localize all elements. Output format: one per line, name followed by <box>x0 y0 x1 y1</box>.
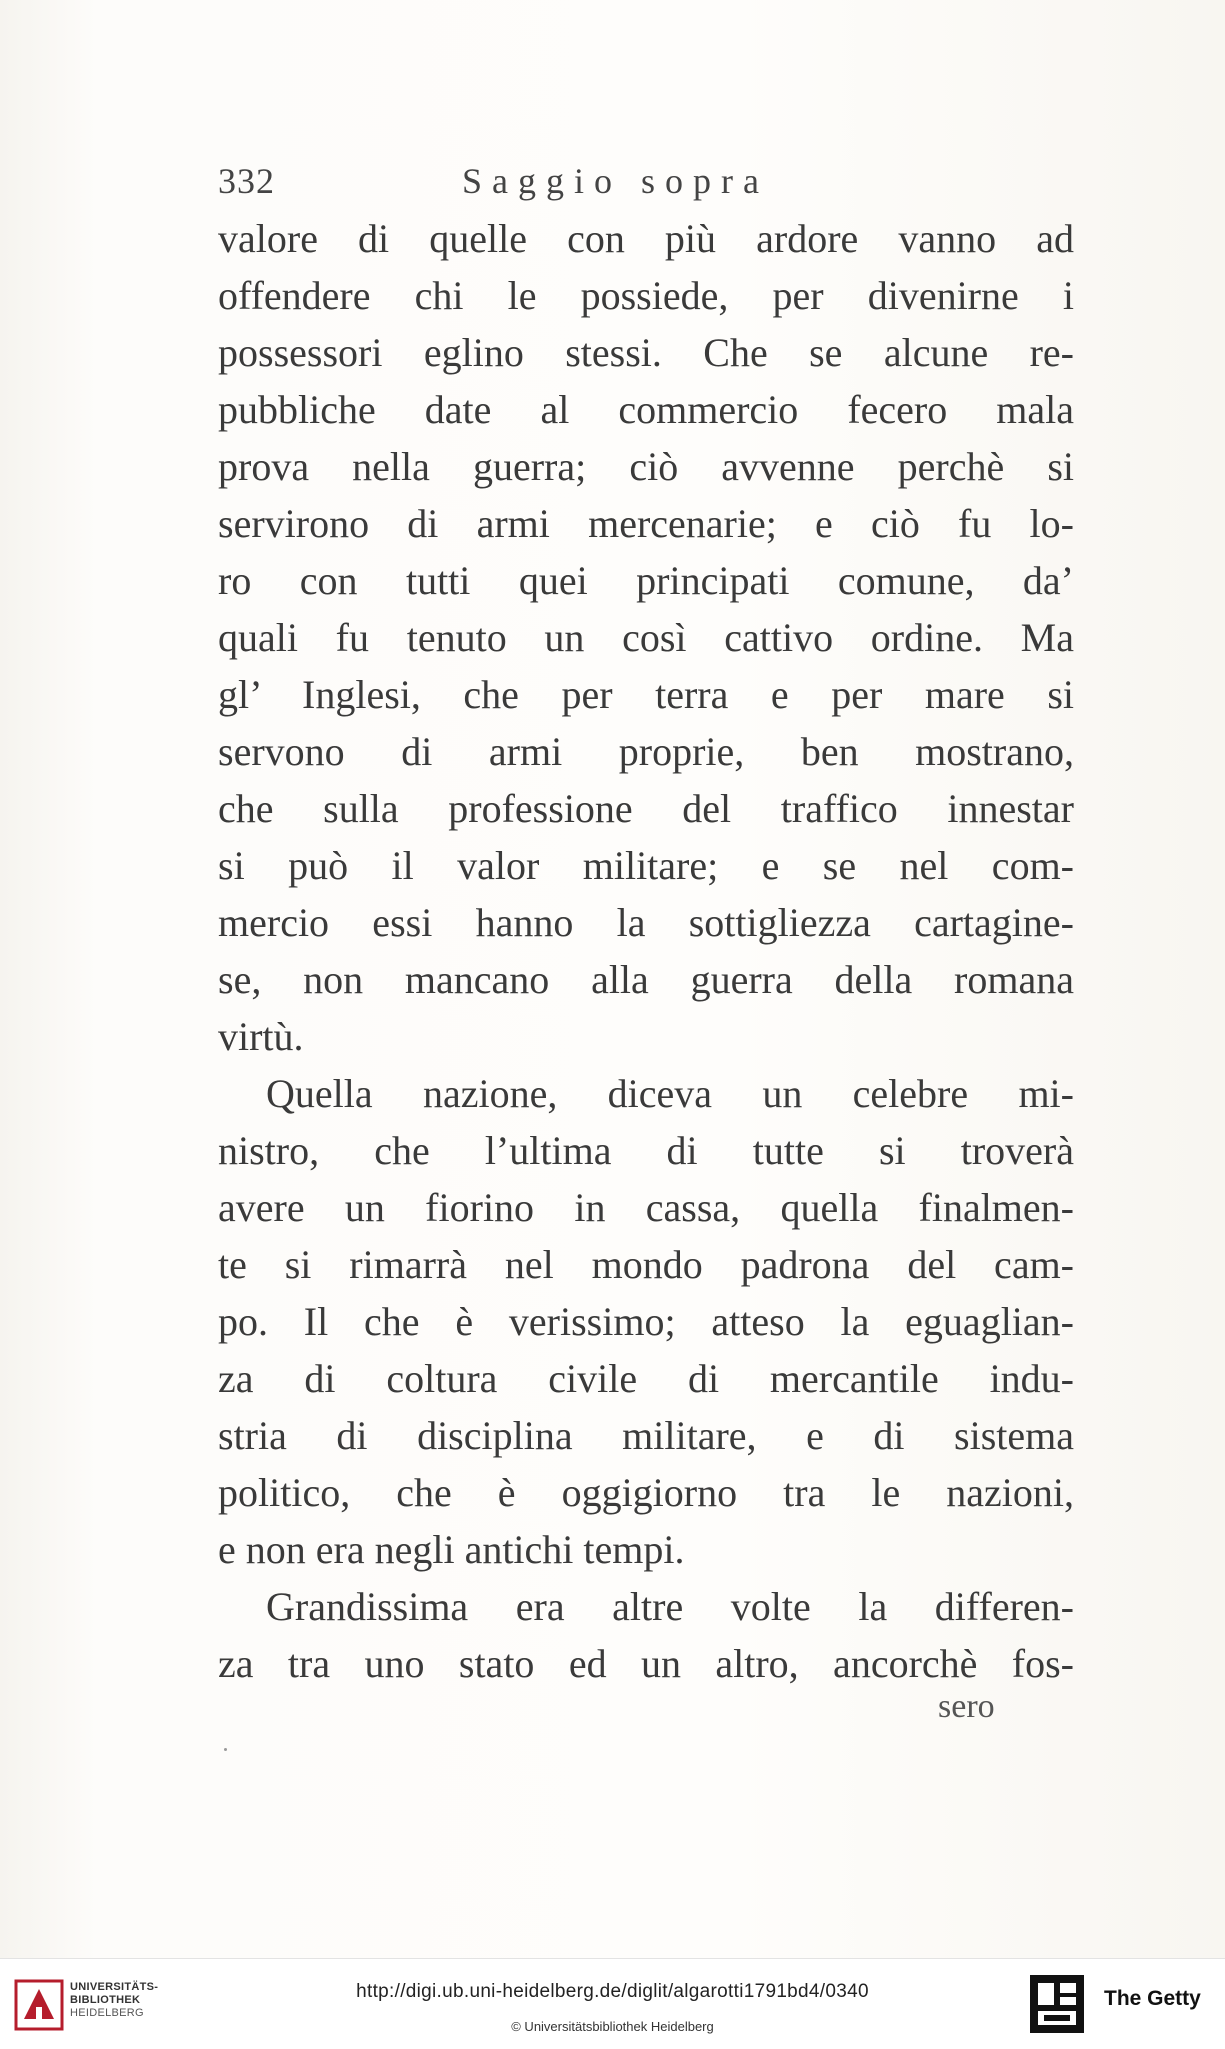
text-line: stria di disciplina militare, e di sistema <box>218 1413 1074 1458</box>
body-text <box>218 210 1074 1692</box>
text-line: valore di quelle con più ardore vanno ad <box>218 216 1074 261</box>
text-line: servono di armi proprie, ben mostrano, <box>218 729 1074 774</box>
text-line: te si rimarrà nel mondo padrona del cam- <box>218 1242 1074 1287</box>
text-line: pubbliche date al commercio fecero mala <box>218 387 1074 432</box>
text-line: gl’ Inglesi, che per terra e per mare si <box>218 672 1074 717</box>
partner-name: The Getty <box>1104 1987 1201 2010</box>
text-line: nistro, che l’ultima di tutte si troverà <box>218 1128 1074 1173</box>
getty-logo-icon <box>1030 1975 1084 2033</box>
text-line: po. Il che è verissimo; atteso la eguaglian- <box>218 1299 1074 1344</box>
ink-speck <box>224 1748 227 1751</box>
text-line: se, non mancano alla guerra della romana <box>218 957 1074 1002</box>
text-line: offendere chi le possiede, per divenirne i <box>218 273 1074 318</box>
text-line: possessori eglino stessi. Che se alcune re- <box>218 330 1074 375</box>
library-name-line: HEIDELBERG <box>70 2007 144 2019</box>
text-line: prova nella guerra; ciò avvenne perchè si <box>218 444 1074 489</box>
catchword: sero <box>938 1688 995 1725</box>
text-line: mercio essi hanno la sottigliezza cartagine- <box>218 900 1074 945</box>
text-line: politico, che è oggigiorno tra le nazioni, <box>218 1470 1074 1515</box>
running-title: Saggio sopra <box>462 161 769 201</box>
text-line: e non era negli antichi tempi. <box>218 1527 685 1572</box>
text-line: si può il valor militare; e se nel com- <box>218 843 1074 888</box>
text-line: Quella nazione, diceva un celebre mi- <box>266 1071 1074 1116</box>
permalink-url[interactable]: http://digi.ub.uni-heidelberg.de/diglit/algarotti1791bd4/0340 <box>356 1981 869 2002</box>
text-line: ro con tutti quei principati comune, da’ <box>218 558 1074 603</box>
text-line: che sulla professione del traffico innestar <box>218 786 1074 831</box>
text-line: avere un fiorino in cassa, quella finalmen- <box>218 1185 1074 1230</box>
copyright-notice: © Universitätsbibliothek Heidelberg <box>511 2019 714 2034</box>
library-name-line: BIBLIOTHEK <box>70 1994 141 2006</box>
text-line: Grandissima era altre volte la differen- <box>266 1584 1074 1629</box>
text-line: servirono di armi mercenarie; e ciò fu lo- <box>218 501 1074 546</box>
page-number: 332 <box>218 161 275 201</box>
text-line: za di coltura civile di mercantile indu- <box>218 1356 1074 1401</box>
library-name-line: UNIVERSITÄTS- <box>70 1981 159 1993</box>
text-line: za tra uno stato ed un altro, ancorchè fos- <box>218 1641 1074 1686</box>
text-line: virtù. <box>218 1014 304 1059</box>
viewer-footer <box>0 1958 1225 2049</box>
text-line: quali fu tenuto un così cattivo ordine. Ma <box>218 615 1074 660</box>
